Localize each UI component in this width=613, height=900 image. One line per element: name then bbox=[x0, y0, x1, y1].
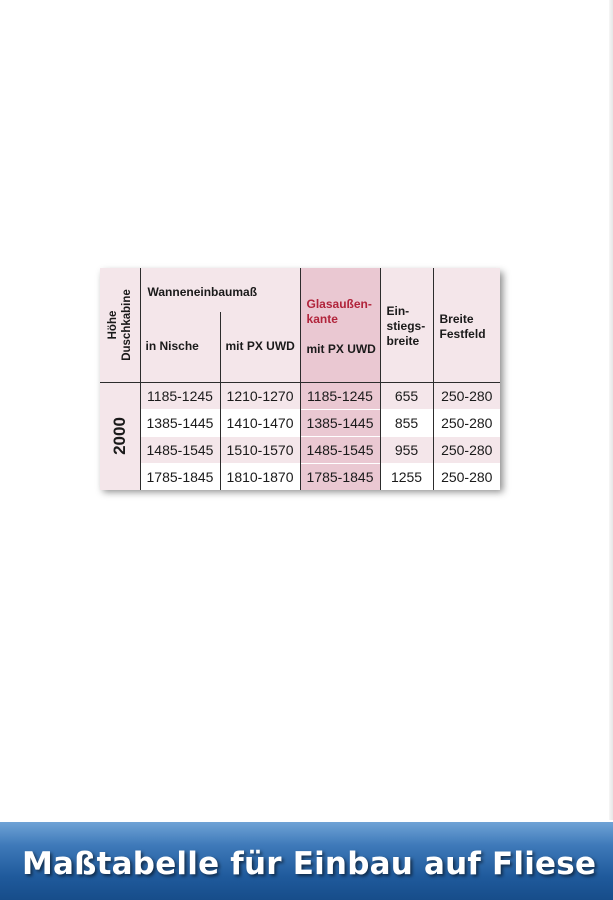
table-cell: 1785-1845 bbox=[300, 463, 380, 490]
table-cell: 1255 bbox=[380, 463, 433, 490]
table-cell: 250-280 bbox=[433, 382, 500, 409]
einstieg-header: Ein- stiegs- breite bbox=[380, 268, 433, 382]
table-cell: 1185-1245 bbox=[140, 382, 220, 409]
table-cell: 1385-1445 bbox=[140, 409, 220, 436]
table-cell: 655 bbox=[380, 382, 433, 409]
side-header-line-1: Höhe bbox=[107, 310, 119, 340]
table-cell: 1485-1545 bbox=[140, 436, 220, 463]
side-value-cell bbox=[100, 382, 140, 490]
height-value: 2000 bbox=[110, 417, 129, 455]
table-cell: 1385-1445 bbox=[300, 409, 380, 436]
banner-title: Maßtabelle für Einbau auf Fliese bbox=[22, 846, 597, 882]
table-cell: 250-280 bbox=[433, 436, 500, 463]
table-cell: 250-280 bbox=[433, 409, 500, 436]
breite-festfeld-header: Breite Festfeld bbox=[433, 268, 500, 382]
glass-header-cell bbox=[300, 268, 380, 382]
table-cell: 1185-1245 bbox=[300, 382, 380, 409]
side-header-line-2: Duschkabine bbox=[121, 288, 133, 361]
table-cell: 1485-1545 bbox=[300, 436, 380, 463]
side-header bbox=[106, 289, 134, 361]
table-cell: 1785-1845 bbox=[140, 463, 220, 490]
glass-header: Glasaußen- kante bbox=[306, 296, 372, 326]
table-cell: 1410-1470 bbox=[220, 409, 300, 436]
table-cell: 1510-1570 bbox=[220, 436, 300, 463]
title-banner bbox=[0, 822, 613, 900]
table-cell: 1810-1870 bbox=[220, 463, 300, 490]
subheader-in-nische: in Nische bbox=[140, 312, 220, 382]
table-cell: 1210-1270 bbox=[220, 382, 300, 409]
table-cell: 250-280 bbox=[433, 463, 500, 490]
side-header-cell bbox=[100, 268, 140, 382]
dimension-table-grid bbox=[100, 268, 500, 490]
subheader-mit-px-uwd: mit PX UWD bbox=[220, 312, 300, 382]
group-header-wanneneinbaumass: Wanneneinbaumaß bbox=[140, 268, 300, 312]
page-edge bbox=[609, 0, 613, 820]
table-cell: 855 bbox=[380, 409, 433, 436]
table-cell: 955 bbox=[380, 436, 433, 463]
dimension-table bbox=[100, 268, 500, 488]
glass-subheader: mit PX UWD bbox=[306, 341, 376, 356]
